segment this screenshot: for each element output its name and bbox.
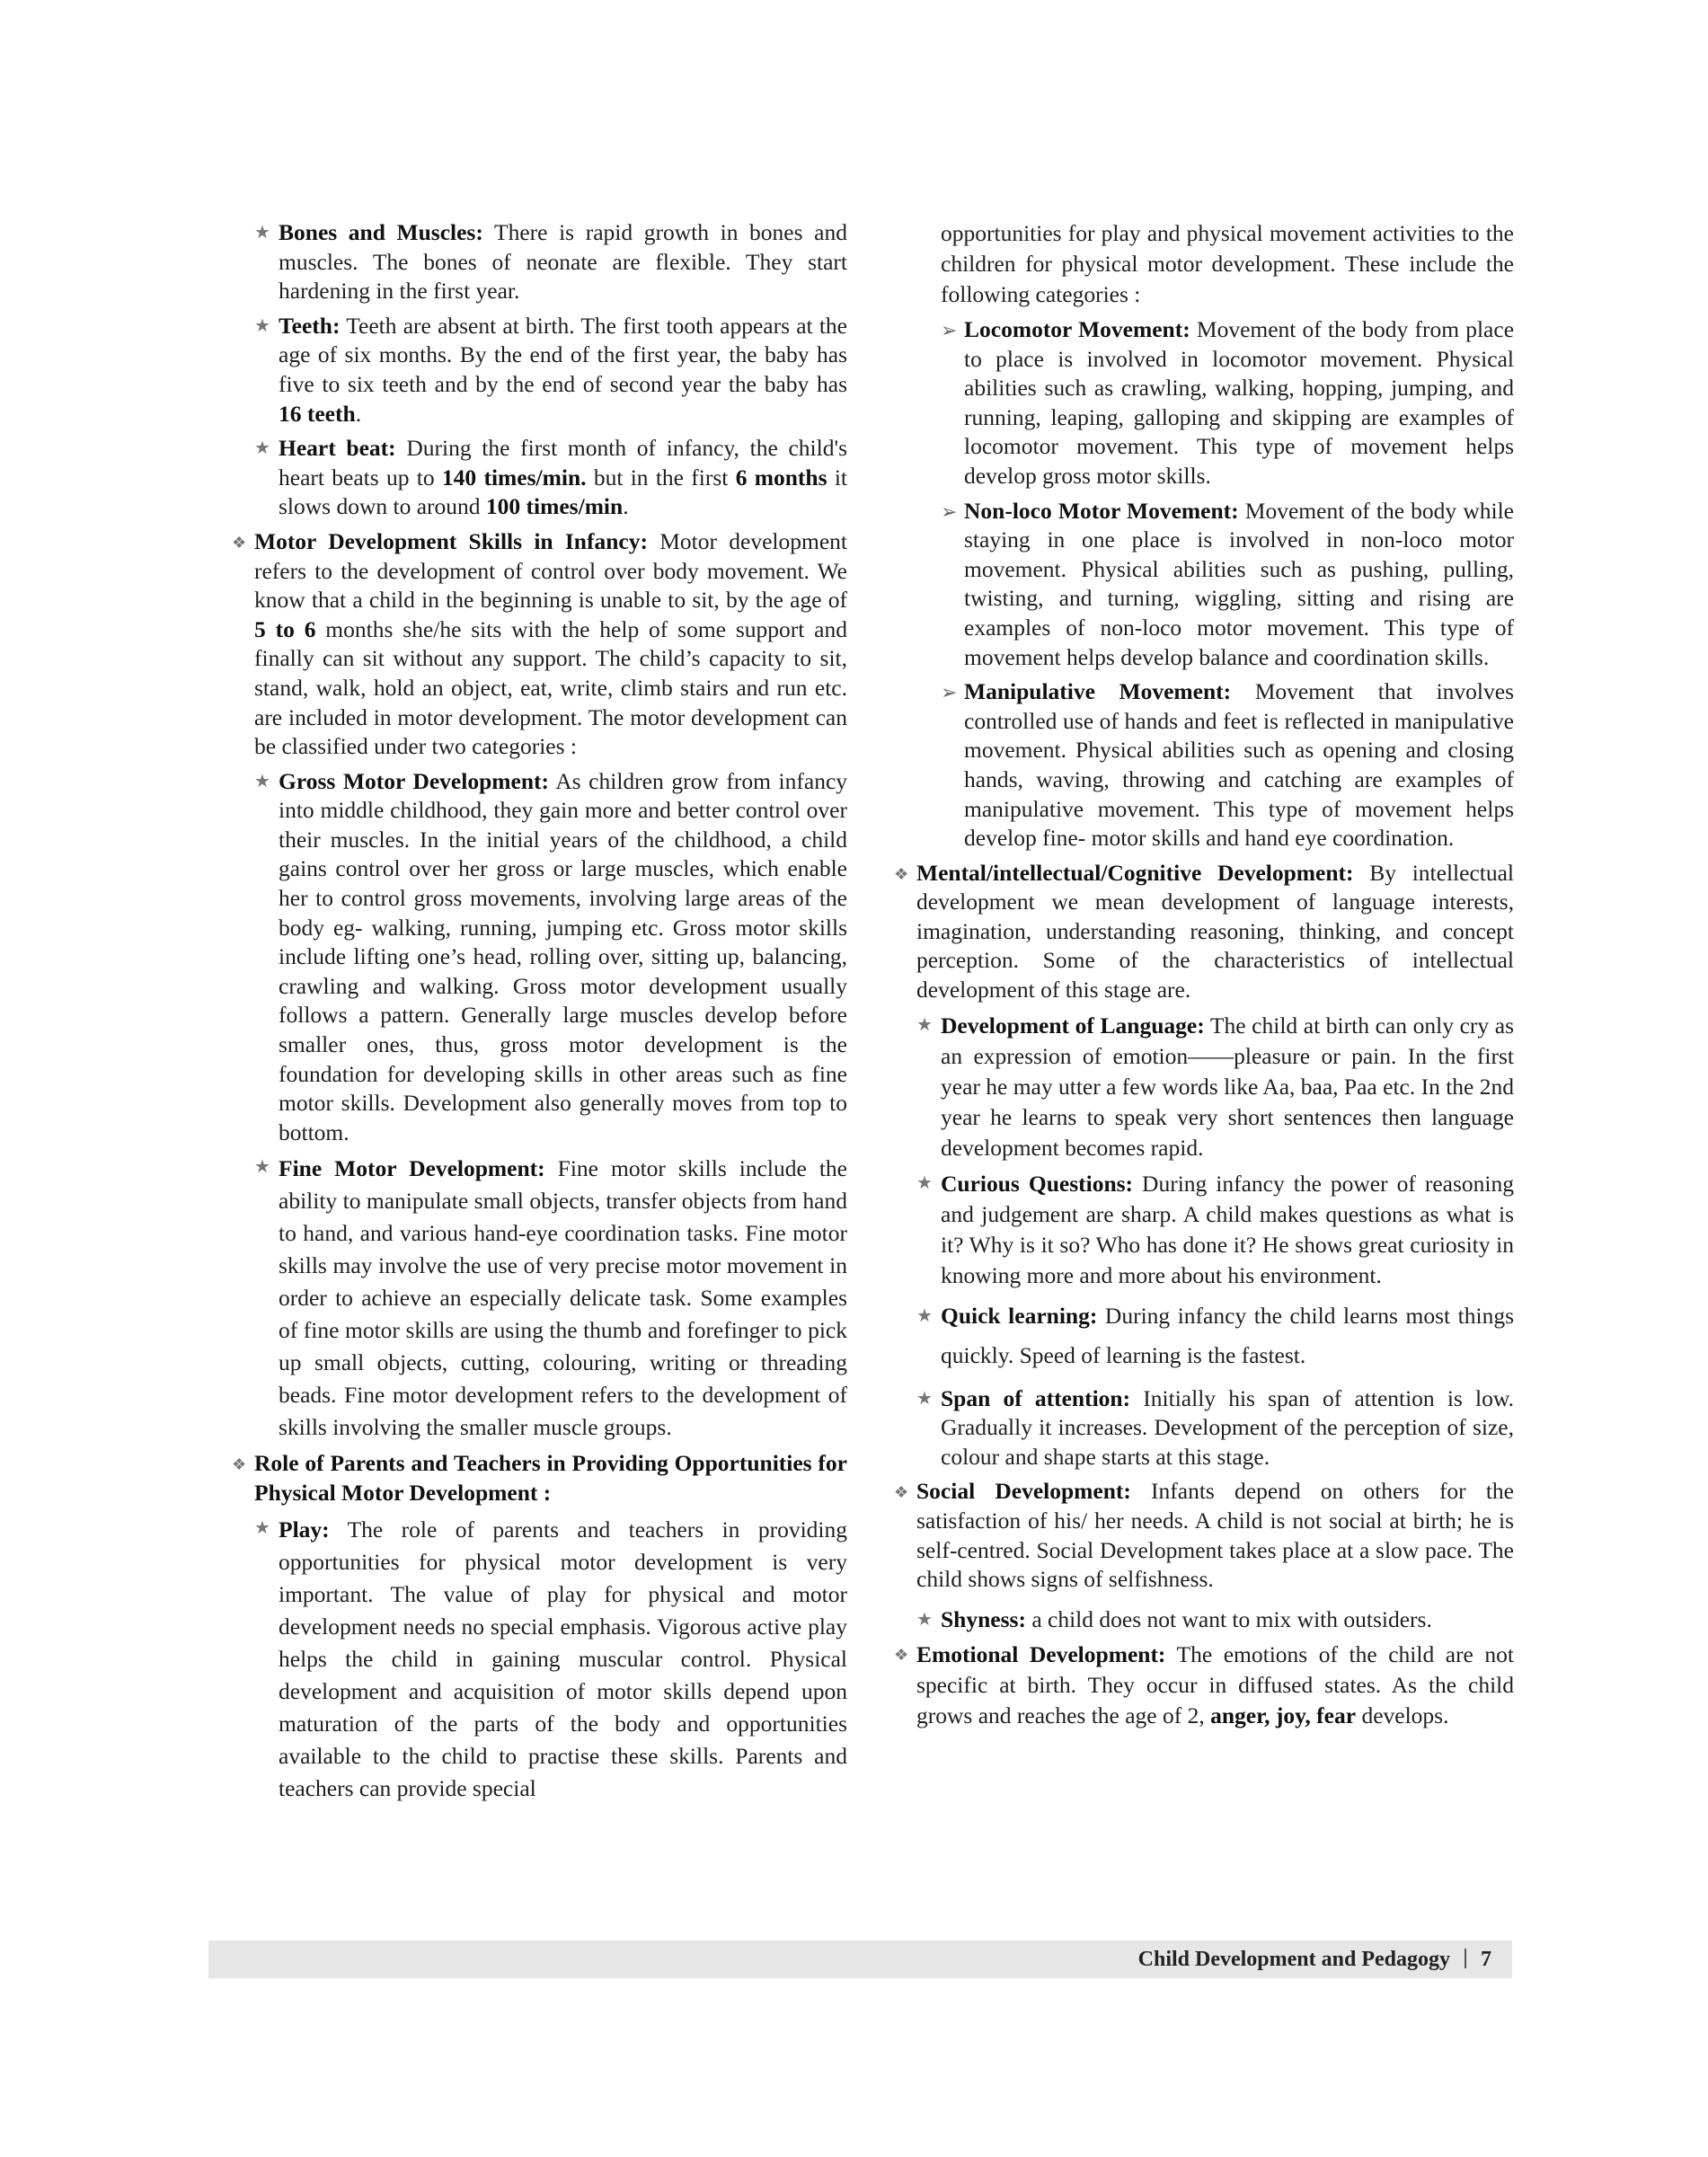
diamond-bullet-icon: ❖	[232, 1455, 247, 1474]
star-bullet-icon: ★	[916, 1388, 933, 1409]
star-bullet-icon: ★	[916, 1305, 933, 1326]
arrow-bullet-icon: ➢	[941, 319, 958, 341]
arrow-bullet-icon: ➢	[941, 681, 958, 704]
quick-learning-item: ★ Quick learning: During infancy the child learns most things quickly. Speed of learning is the fastest.	[916, 1302, 1515, 1368]
fine-motor-item: ★ Fine Motor Development: Fine motor skills include the ability to manipulate small objects, transfer objects from hand to hand, and various hand-eye coordination tasks. Fine motor skills may involve the use of very precise motor movement in order to achieve an especially delicate task. Some examples of fine motor skills are using the thumb and forefinger to pick up small objects, cutting, colouring, writing or threading beads. Fine motor development refers to the development of skills involving the smaller muscle groups.	[254, 1153, 847, 1444]
play-item: ★ Play: The role of parents and teachers in providing opportunities for physical motor development is very important. The value of play for physical and motor development needs no special emphasis. Vigorous active play helps the child in gaining muscular control. Physical development and acquisition of motor skills depend upon maturation of the parts of the body and opportunities available to the child to practise these skills. Parents and teachers can provide special	[254, 1514, 847, 1805]
teeth-item: ★ Teeth: Teeth are absent at birth. The first tooth appears at the age of six months. By the end of the first year, the baby has five to six teeth and by the end of second year the baby has 16 teeth.	[254, 312, 847, 427]
gross-motor-item: ★ Gross Motor Development: As children grow from infancy into middle childhood, they gain more and better control over their muscles. In the initial years of the childhood, a child gains control over her gross or large muscles, which enable her to control gross movements, involving large areas of the body eg- walking, running, jumping etc. Gross motor skills include lifting one’s head, rolling over, sitting up, balancing, crawling and walking. Gross motor development usually follows a pattern. Generally large muscles develop before smaller ones, thus, gross motor development is the foundation for developing skills in other areas such as fine motor skills. Development also generally moves from top to bottom.	[254, 767, 848, 1145]
shyness-item: ★ Shyness: a child does not want to mix with outsiders.	[916, 1605, 1432, 1632]
emotional-development-section: ❖ Emotional Development: The emotions of the child are not specific at birth. They occur in diffused states. As the child grows and reaches the age of 2, anger, joy, fear develops.	[894, 1641, 1514, 1729]
diamond-bullet-icon: ❖	[232, 533, 247, 552]
star-bullet-icon: ★	[254, 1517, 270, 1538]
motor-development-section: ❖ Motor Development Skills in Infancy: Motor development refers to the development of control over body movement. We know that a child in the beginning is unable to sit, by the age of 5 to 6 months she/he sits with the help of some support and finally can sit without any support. The child’s capacity to sit, stand, walk, hold an object, eat, write, climb stairs and run etc. are included in motor development. The motor development can be classified under two categories :	[232, 527, 847, 760]
diamond-bullet-icon: ❖	[894, 864, 909, 883]
star-bullet-icon: ★	[916, 1609, 933, 1630]
left-column	[232, 218, 848, 1810]
page-number: 7	[1481, 1948, 1491, 1971]
footer-title: Child Development and Pedagogy	[1137, 1948, 1450, 1971]
star-bullet-icon: ★	[254, 771, 270, 791]
non-loco-motor-item: ➢ Non-loco Motor Movement: Movement of the body while staying in one place is involved in non-loco motor movement. Physical abilities such as pushing, pulling, twisting, and turning, wiggling, sitting and rising are examples of non-loco motor movement. This type of movement helps develop balance and coordination skills.	[941, 497, 1514, 670]
play-continued: opportunities for play and physical movement activities to the children for physical motor development. These include the following categories :	[941, 220, 1514, 307]
footer-text	[1138, 1940, 1491, 1978]
curious-questions-item: ★ Curious Questions: During infancy the power of reasoning and judgement are sharp. A child makes questions as what is it? Why is it so? Who has done it? He shows great curiosity in knowing more and more about his environment.	[916, 1170, 1514, 1288]
diamond-bullet-icon: ❖	[894, 1483, 909, 1502]
star-bullet-icon: ★	[916, 1172, 933, 1193]
arrow-bullet-icon: ➢	[941, 499, 958, 523]
language-item: ★ Development of Language: The child at birth can only cry as an expression of emotion——pleasure or pain. In the first year he may utter a few words like Aa, baa, Paa etc. In the 2nd year he learns to speak very short sentences then language development becomes rapid.	[916, 1012, 1514, 1161]
social-development-section: ❖ Social Development: Infants depend on others for the satisfaction of his/ her needs. A child is not social at birth; he is self-centred. Social Development takes place at a slow pace. The child shows signs of selfishness.	[894, 1478, 1514, 1593]
manipulative-item: ➢ Manipulative Movement: Movement that involves controlled use of hands and feet is reflected in manipulative movement. Physical abilities such as opening and closing hands, waving, throwing and catching are examples of manipulative movement. This type of movement helps develop fine- motor skills and hand eye coordination.	[941, 678, 1514, 852]
locomotor-item: ➢ Locomotor Movement: Movement of the body from place to place is involved in locomotor movement. Physical abilities such as crawling, walking, hopping, jumping, and running, leaping, galloping and skipping are examples of locomotor movement. This type of movement helps develop gross motor skills.	[941, 316, 1515, 489]
star-bullet-icon: ★	[916, 1014, 933, 1035]
span-attention-item: ★ Span of attention: Initially his span of attention is low. Gradually it increases. Development of the perception of size, colour and shape starts at this stage.	[916, 1384, 1514, 1470]
star-bullet-icon: ★	[254, 438, 270, 459]
star-bullet-icon: ★	[254, 1157, 270, 1178]
footer-separator	[1465, 1949, 1466, 1968]
diamond-bullet-icon: ❖	[894, 1646, 909, 1665]
footer-bar	[208, 1940, 1512, 1978]
role-parents-teachers-heading: ❖ Role of Parents and Teachers in Providing Opportunities for Physical Motor Development :	[232, 1450, 847, 1506]
star-bullet-icon: ★	[254, 223, 270, 243]
star-bullet-icon: ★	[254, 315, 270, 336]
right-column	[894, 218, 1515, 1737]
bones-muscles-item: ★ Bones and Muscles: There is rapid growth in bones and muscles. The bones of neonate are flexible. They start hardening in the first year.	[254, 219, 847, 305]
mental-development-section: ❖ Mental/intellectual/Cognitive Development: By intellectual development we mean development of language interests, imagination, understanding reasoning, thinking, and concept perception. Some of the characteristics of intellectual development of this stage are.	[894, 859, 1515, 1003]
heart-beat-item: ★ Heart beat: During the first month of infancy, the child's heart beats up to 140 times/min. but in the first 6 months it slows down to around 100 times/min.	[254, 435, 848, 520]
